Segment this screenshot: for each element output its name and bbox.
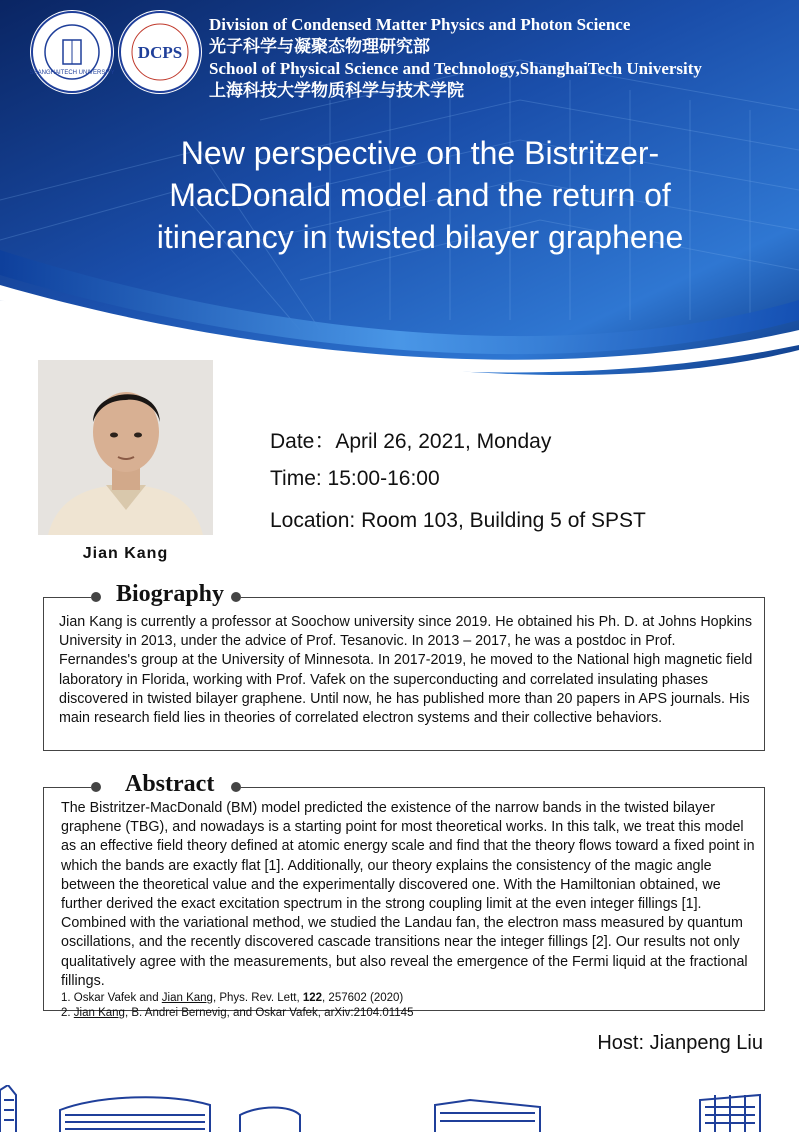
reference-1: 1. Oskar Vafek and Jian Kang, Phys. Rev. Lett, 122, 257602 (2020) [61,992,404,1005]
abstract-box [43,787,765,1020]
biography-text: Jian Kang is currently a professor at Soochow university since 2019. He obtained his Ph. D. at Johns Hopkins University in 2013, under the advice of Prof. Tesanovic. In 2013 – 2017, he was a postdoc in Prof. Fernandes's group at the University of Minnesota. In 2017-2019, he moved to the National high magnetic field laboratory in Florida, working with Prof. Vafek on the superconducting and correlated insulating phases discovered in twisted bilayer graphene. Until now, he has published more than 20 papers in APS journals. His main research field lies in theories of correlated electron systems and their collective behaviors. [59,614,753,727]
organization-lines [209,14,702,102]
event-location: Location: Room 103, Building 5 of SPST [270,509,646,532]
abstract-heading: Abstract [125,771,215,797]
logo-division-text: DCPS [137,43,183,62]
host: Host: Jianpeng Liu [597,1032,763,1054]
division-logo [118,10,202,94]
references [61,991,758,1021]
header-banner [0,0,799,380]
event-date: Date：April 26, 2021, Monday [270,430,552,453]
biography-box [43,597,765,751]
abstract-text: The Bistritzer-MacDonald (BM) model predicted the existence of the narrow bands in the twisted bilayer graphene (TBG), and nowadays is a starting point for most theoretical works. In this talk, we treat this model as an effective field theory defined at atomic energy scale and find that the theory flows toward a fixed point in which the bands are exactly flat [1]. Additionally, our theory explains the consistency of the magic angle between the theoretical value and the experimentally discovered one. With the Hamiltonian obtained, we further derived the exact excitation spectrum in the strong coupling limit at the even integer fillings [1]. Combined with the variational method, we studied the Landau fan, the electron mass measured by quantum oscillations, and the recently discovered cascade transitions near the integer fillings [2]. Our results not only qualitatively agree with the measurements, but also reveal the emergence of the Fermi liquid at the fractional fillings. [61,800,755,989]
org-line-4: 上海科技大学物质科学与技术学院 [209,81,464,100]
speaker-name: Jian Kang [82,545,169,562]
org-line-1: Division of Condensed Matter Physics and Photon Science [209,15,631,34]
reference-2: 2. Jian Kang, B. Andrei Bernevig, and Oskar Vafek, arXiv:2104.01145 [61,1007,414,1020]
talk-title: New perspective on the Bistritzer-MacDonald model and the return of itinerancy in twisted bilayer graphene [156,135,684,255]
building-skyline [0,1085,799,1132]
logo-text: SHANGHAITECH UNIVERSITY [30,70,114,76]
org-line-3: School of Physical Science and Technology,ShanghaiTech University [209,59,702,78]
university-logo [30,10,114,94]
event-time: Time: 15:00-16:00 [270,467,440,490]
biography-heading: Biography [116,581,225,607]
speaker-photo [38,360,213,535]
org-line-2: 光子科学与凝聚态物理研究部 [209,37,430,56]
